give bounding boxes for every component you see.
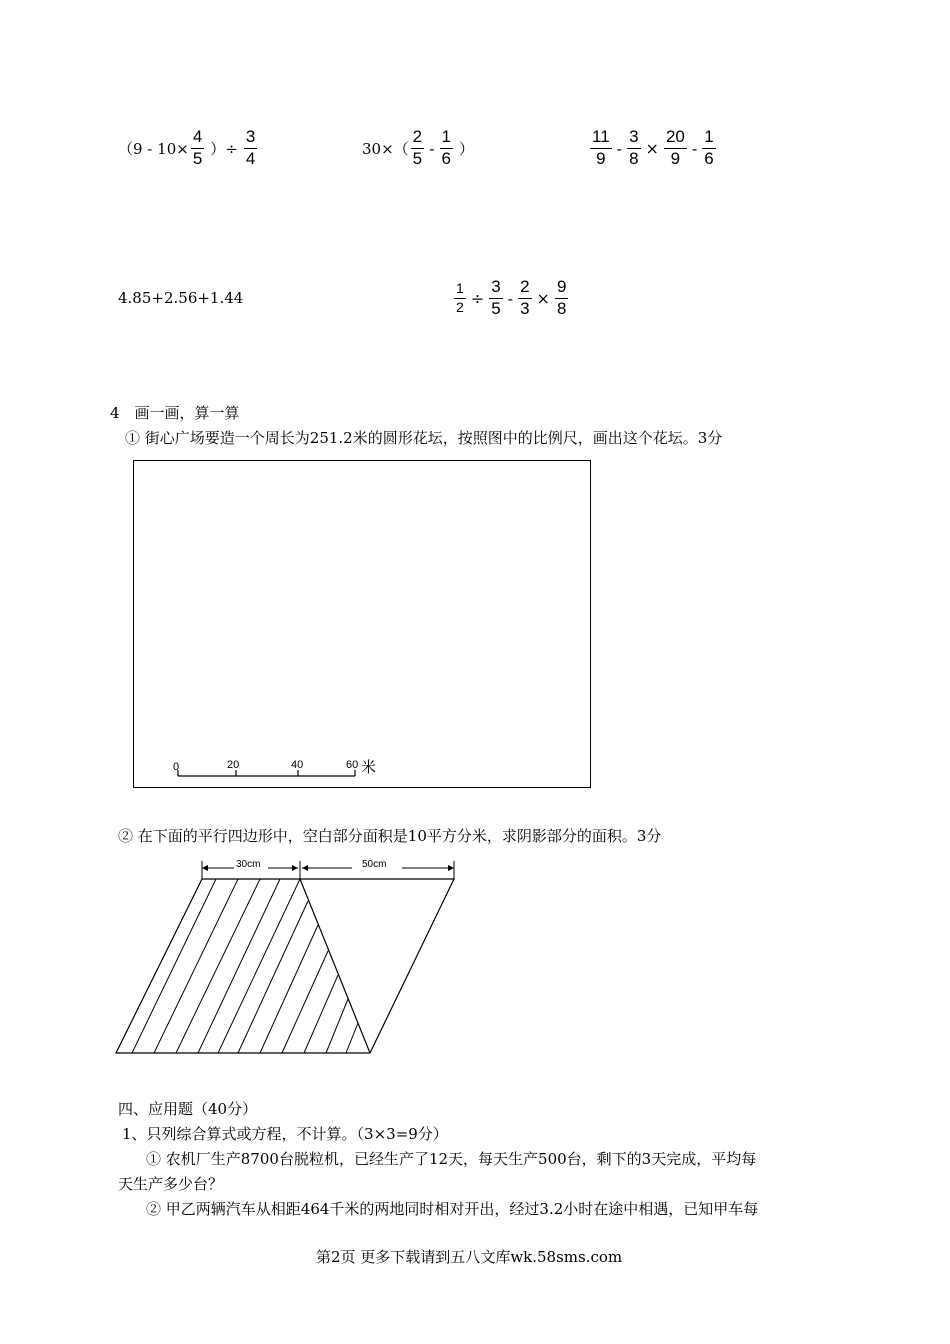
scale-label-60: 60 [346, 759, 359, 771]
fraction: $\frac{3}{4}$ [245, 127, 256, 168]
expr1-open: （9 - 10× [118, 139, 189, 158]
section-app-sub1: 1、只列综合算式或方程，不计算。（3×3=9分） [122, 1125, 448, 1143]
expr2-prefix: 30×（ [362, 139, 409, 158]
dimension-left: 30cm [236, 859, 261, 870]
fraction: $\frac{1}{2}$ [456, 280, 464, 315]
question-4-2: ② 在下面的平行四边形中，空白部分面积是10平方分米，求阴影部分的面积。3分 [118, 827, 662, 845]
page-footer: 第2页 更多下载请到五八文库wk.58sms.com [316, 1248, 623, 1266]
fraction: $\frac{11}{9}$ [592, 127, 610, 168]
section-app-title: 四、应用题（40分） [118, 1100, 258, 1118]
dimension-right: 50cm [362, 859, 387, 870]
drawing-box [133, 460, 591, 788]
scale-label-20: 20 [227, 759, 240, 771]
fraction: $\frac{2}{3}$ [520, 277, 530, 318]
fraction: $\frac{3}{8}$ [629, 127, 639, 168]
expr1-close: ）÷ [210, 139, 238, 158]
expression-2: 30×（ $\frac{2}{5}$ - $\frac{1}{6}$ ） [362, 127, 475, 168]
fraction: $\frac{3}{5}$ [491, 277, 501, 318]
section-4-title: 4 画一画，算一算 [110, 404, 240, 422]
fraction: $\frac{4}{5}$ [192, 127, 203, 168]
parallelogram-figure [110, 855, 470, 1060]
scale-label-40: 40 [291, 759, 304, 771]
scale-label-0: 0 [173, 761, 180, 773]
fraction: $\frac{1}{6}$ [441, 127, 451, 168]
app-q1-line1: ① 农机厂生产8700台脱粒机，已经生产了12天，每天生产500台，剩下的3天完成，平均每 [146, 1150, 757, 1168]
fraction: $\frac{2}{5}$ [412, 127, 423, 168]
question-4-1: ① 街心广场要造一个周长为251.2米的圆形花坛，按照图中的比例尺，画出这个花坛。3分 [125, 429, 723, 447]
fraction: $\frac{9}{8}$ [556, 277, 567, 318]
app-q1-line2: 天生产多少台？ [118, 1175, 224, 1193]
scale-unit: 米 [361, 758, 377, 776]
expression-5: $\frac{1}{2}$ ÷ $\frac{3}{5}$ - $\frac{2}{3}$ × $\frac{9}{8}$ [456, 277, 567, 318]
expression-1 [118, 128, 259, 168]
fraction: $\frac{1}{6}$ [704, 127, 714, 168]
expression-4: 4.85+2.56+1.44 [118, 289, 244, 307]
app-q2-line1: ② 甲乙两辆汽车从相距464千米的两地同时相对开出，经过3.2小时在途中相遇，已知甲车每 [146, 1200, 759, 1218]
fraction: $\frac{20}{9}$ [665, 127, 685, 168]
expression-3: $\frac{11}{9}$ - $\frac{3}{8}$ × $\frac{20}{9}$ - $\frac{1}{6}$ [592, 127, 714, 168]
